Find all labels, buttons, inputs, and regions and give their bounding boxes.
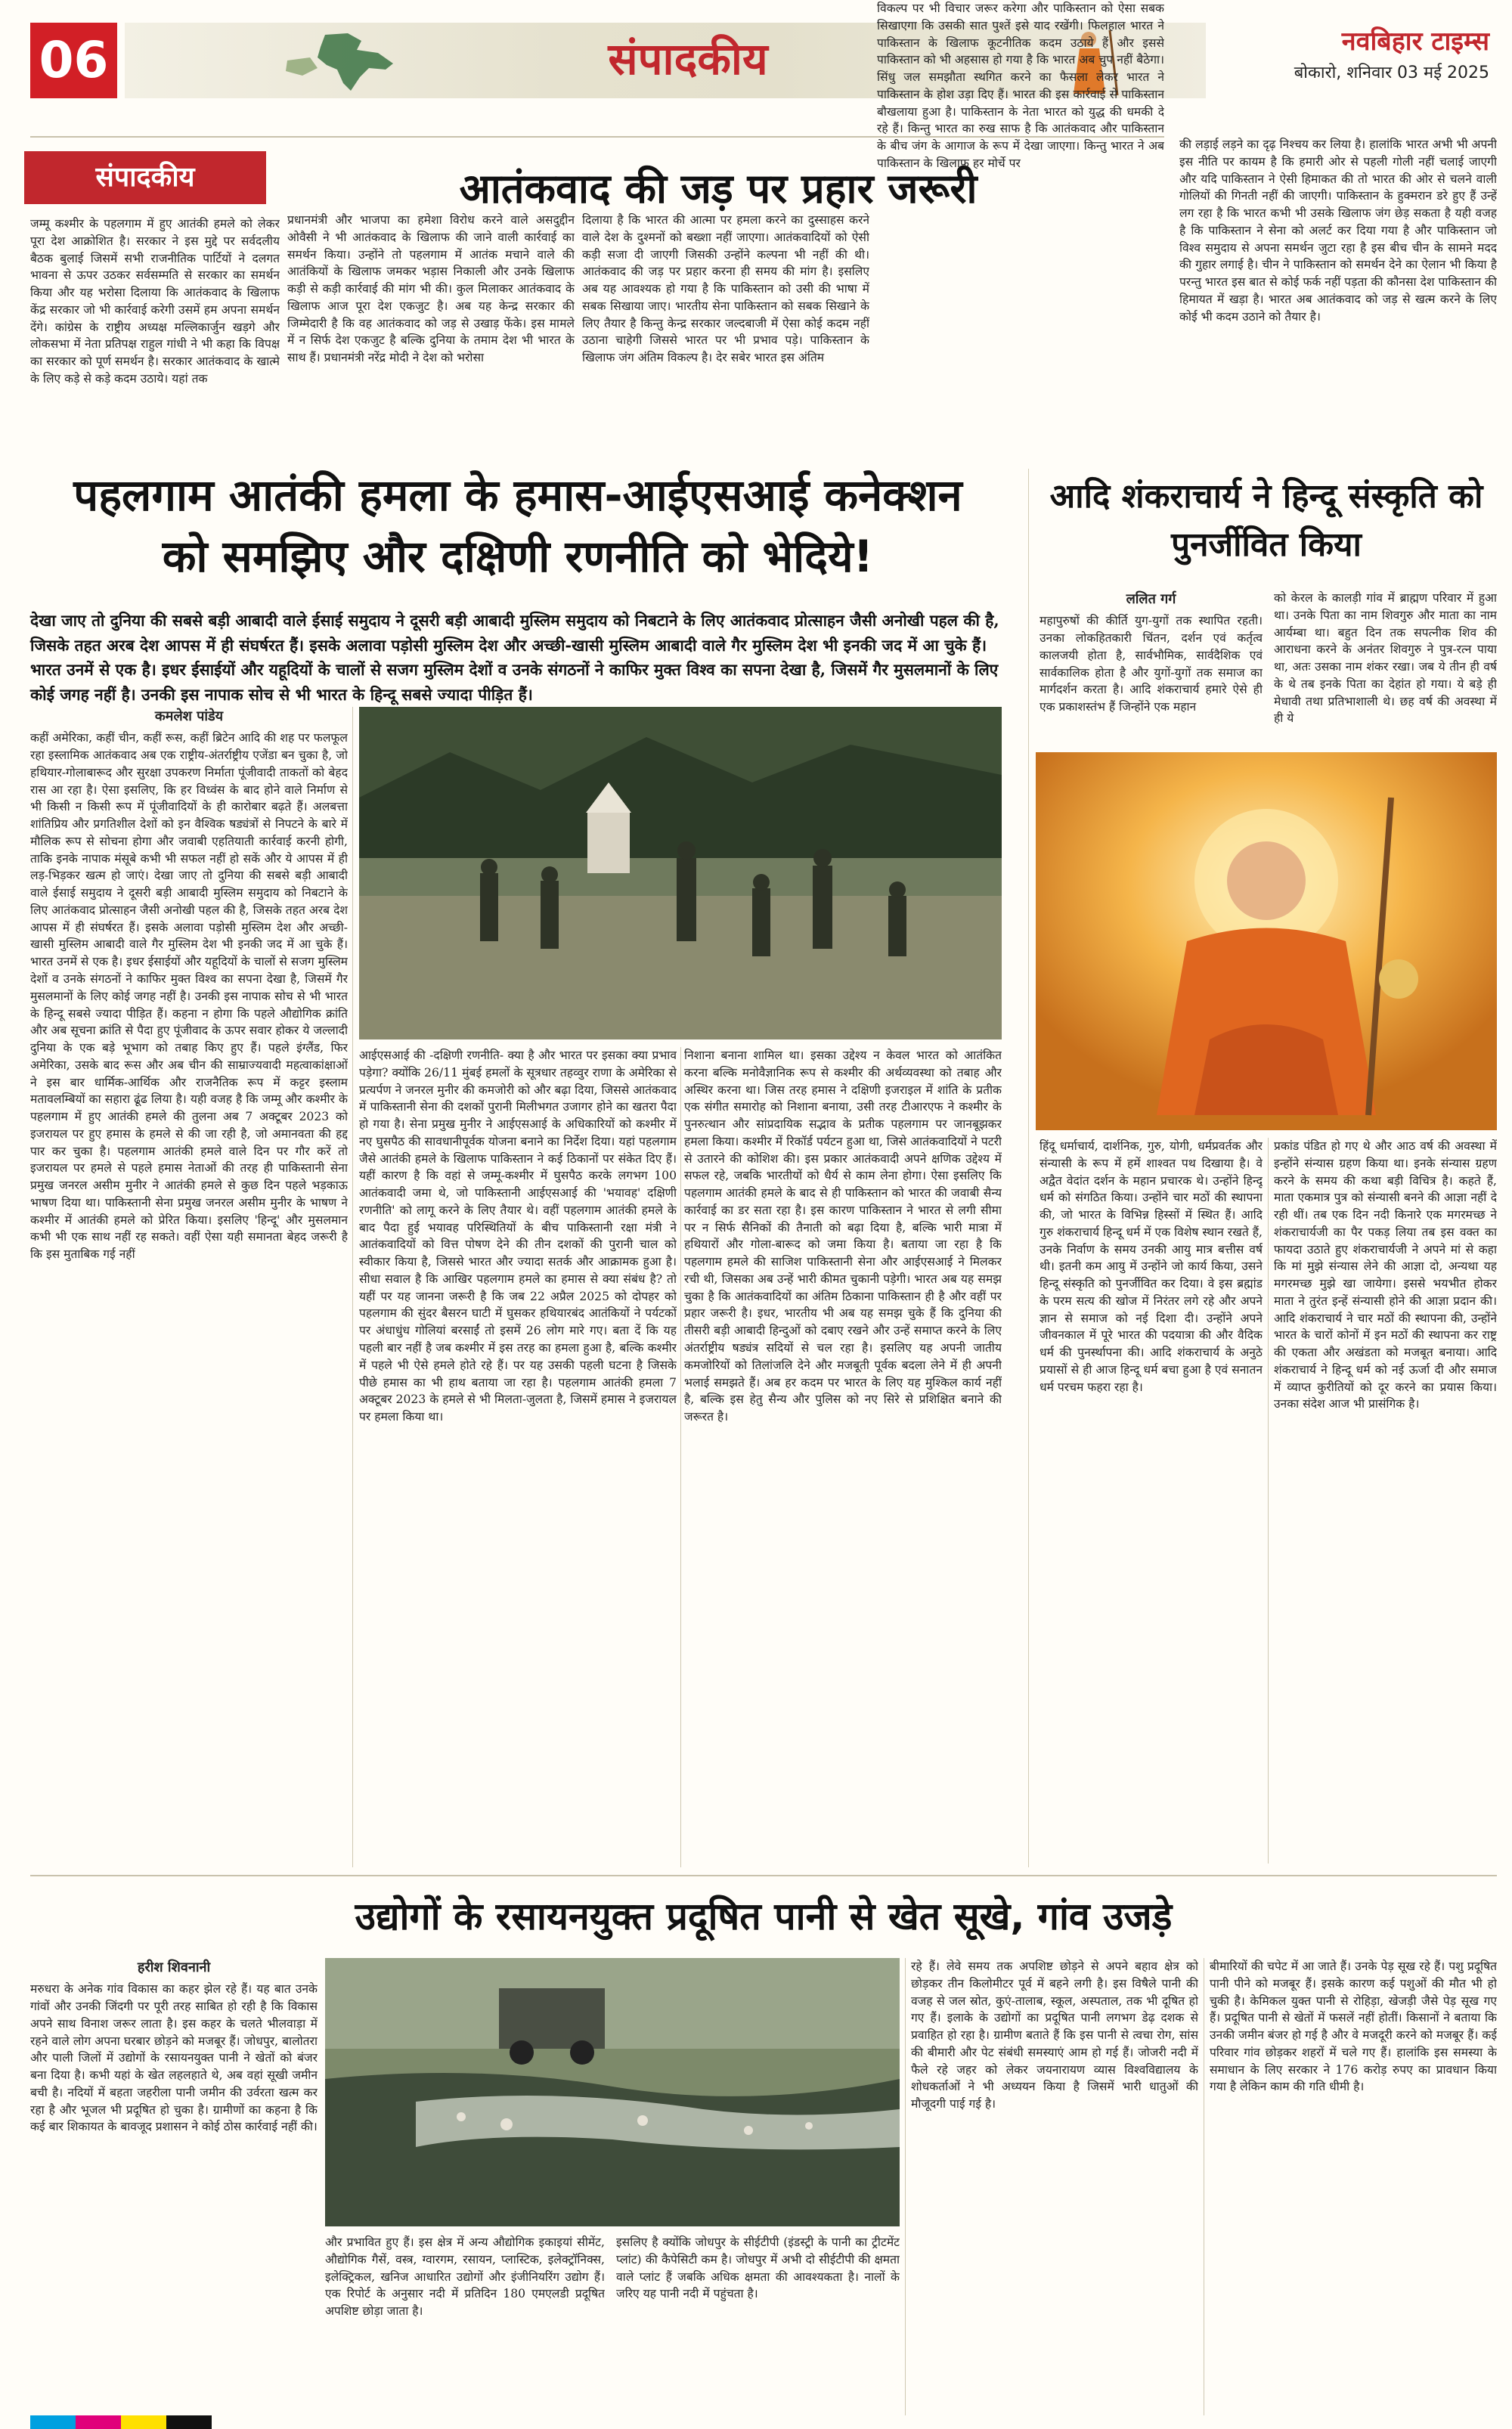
pahalgam-headline-line-1: पहलगाम आतंकी हमला के हमास-आईएसआई कनेक्शन	[73, 469, 962, 521]
section-title: संपादकीय	[608, 33, 768, 85]
shankaracharya-column-1-text: महापुरुषों की कीर्ति युग-युगों तक स्थापित रहती। उनका लोकहितकारी चिंतन, दर्शन एवं कर्तृत्व कालजयी होता है, सार्वभौमिक, सार्वदैशिक एवं सार्वकालिक होता है और युगों-युगों तक समाज का मार्गदर्शन करता है। आदि शंकराचार्य हमारे ऐसे ही एक प्रकाशस्तंभ हैं जिन्होंने एक महान	[1040, 614, 1263, 714]
editorial-column-3: दिलाया है कि भारत की आत्मा पर हमला करने का दुस्साहस करने वाले देश के दुश्मनों को बख्शा नहीं जाएगा। आतंकवादियों को ऐसी कड़ी सजा दी जाएगी जिसकी उन्होंने कल्पना भी नहीं की थी। आतंकवाद की जड़ पर प्रहार करना ही समय की मांग है। इसलिए अब यह आवश्यक हो गया है कि पाकिस्तान को उसी की भाषा में सबक सिखाया जाए। भारतीय सेना पाकिस्तान को सबक सिखाने के लिए तैयार है किन्तु केन्द्र सरकार जल्दबाजी में ऐसा कोई कदम नहीं उठाना चाहेगी जिससे भारत पर भी प्रभाव पड़े। पाकिस्तान के खिलाफ जंग अंतिम विकल्प है। देर सबेर भारत इस अंतिम	[582, 213, 869, 365]
shankaracharya-column-3: हिंदू धर्माचार्य, दार्शनिक, गुरु, योगी, धर्मप्रवर्तक और संन्यासी के रूप में हमें शाश्वत पथ दिखाया है। वे अद्वैत वेदांत दर्शन के महान प्रचारक थे। उन्होंने हिन्दू धर्म को संगठित किया। उन्होंने चार मठों की स्थापना की, जो भारत के विभिन्न हिस्सों में स्थित हैं। आदि गुरु शंकराचार्य हिन्दू धर्म में एक विशेष स्थान रखते हैं, उनके निर्वाण के समय उनकी आयु मात्र बत्तीस वर्ष थी। इतनी कम आयु में उन्होंने जो कार्य किया, उसने हिन्दू संस्कृति को पुनर्जीवित कर दिया। वे इस ब्रह्मांड के परम सत्य की खोज में निरंतर लगे रहे और अपने ज्ञान से समाज को नई दिशा दी। उन्होंने अपने जीवनकाल में पूरे भारत की पदयात्रा की और वैदिक धर्म की पुनर्स्थापना की। आदि शंकराचार्य के अनुठे प्रयासों से ही आज हिन्दू धर्म बचा हुआ है एवं सनातन धर्म परचम फहरा रहा है।	[1040, 1139, 1263, 1394]
shankaracharya-column-2: को केरल के कालड़ी गांव में ब्राह्मण परिवार में हुआ था। उनके पिता का नाम शिवगुरु और माता का नाम आर्यम्बा था। बहुत दिन तक सपत्नीक शिव की आराधना करने के अनंतर शिवगुरु ने पुत्र-रत्न पाया था, अतः उसका नाम शंकर रखा। जब ये तीन ही वर्ष के थे तब इनके पिता का देहांत हो गया। ये बड़े ही मेधावी तथा प्रतिभाशाली थे। छह वर्ष की अवस्था में ही ये	[1274, 591, 1497, 726]
pahalgam-column-1	[30, 707, 348, 1867]
masthead	[0, 0, 1512, 121]
shankaracharya-portrait	[1036, 752, 1497, 1130]
industry-column-1-text: मरुधरा के अनेक गांव विकास का कहर झेल रहे हैं। यह बात उनके गांवों और उनकी जिंदगी पर पूरी तरह साबित हो रही है कि विकास अपने साथ विनाश जरूर लाता है। इस कहर के चलते भीलवाड़ा में रहने वाले लोग अपना घरबार छोड़ने को मजबूर हैं। जोधपुर, बालोतरा और पाली जिलों में उद्योगों के रसायनयुक्त पानी ने खेतों को बंजर बना दिया है। कभी यहां के खेत लहलहाते थे, अब वहां सूखी जमीन बची है। नदियों में बहता जहरीला पानी जमीन की उर्वरता खत्म कर रहा है और भूजल भी प्रदूषित हो चुका है। ग्रामीणों का कहना है कि कई बार शिकायत के बावजूद प्रशासन ने कोई ठोस कार्रवाई नहीं की।	[30, 1982, 318, 2134]
pahalgam-column-1-text: कहीं अमेरिका, कहीं चीन, कहीं रूस, कहीं ब्रिटेन आदि की शह पर फलफूल रहा इस्लामिक आतंकवाद अब एक राष्ट्रीय-अंतर्राष्ट्रीय एजेंडा बन चुका है, जो हथियार-गोलाबारूद और सुरक्षा उपकरण निर्माता पूंजीवादी ताकतों को बेहद रास आ रहा है। ऐसा इसलिए, कि हर विध्वंस के बाद होने वाले निर्माण से भी किसी न किसी रूप में पूंजीवादियों के ही कारोबार बढ़ते हैं। अलबत्ता शांतिप्रिय और प्रगतिशील देशों को इन वैश्विक षड्यंत्रों से निपटने के बारे में मौलिक रूप से सोचना होगा और जवाबी एहतियाती कार्रवाई करनी होगी, ताकि इनके नापाक मंसूबे कभी भी सफल नहीं हो सकें और ये आपस में ही लड़-भिड़कर खत्म हो जाएं। देखा जाए तो दुनिया की सबसे बड़ी आबादी वाले ईसाई समुदाय ने दूसरी बड़ी आबादी मुस्लिम समुदाय को निबटाने के लिए आतंकवाद प्रोत्साहन जैसी अनोखी पहल की है, जिसके तहत अरब देश आपस में ही संघर्षरत हैं। इसके अलावा पड़ोसी मुस्लिम देश और अच्छी-खासी मुस्लिम आबादी वाले गैर मुस्लिम देश भी इनकी जद में आ चुके हैं। भारत उनमें से एक है। इधर ईसाईयों और यहूदियों के चालों से सजग मुस्लिम देशों व उनके संगठनों ने काफिर मुक्त विश्व का सपना देखा है, जिसमें गैर मुसलमानों के लिए कोई जगह नहीं है। उनकी इस नापाक सोच से भी भारत के हिन्दू सबसे ज्यादा पीड़ित हैं। कहना न होगा कि पहले औद्योगिक क्रांति और अब सूचना क्रांति से पैदा हुए पूंजीवाद के ऊपर सवार होकर ये जल्लादी दुनिया के एक बड़े भूभाग को तबाह किए हुए हैं। पहले इंग्लैंड, फिर अमेरिका, उसके बाद रूस और अब चीन की साम्राज्यवादी महत्वाकांक्षाओं ने इस बार धार्मिक-आर्थिक और राजनैतिक रूप में कट्टर इस्लाम मतावलम्बियों का सहारा ढूंढ लिया है। यही वजह है कि जम्मू और कश्मीर के पहलगाम में हुए आतंकी हमले की तुलना अब 7 अक्टूबर 2023 को इजरायल पर हुए हमास के हमले से की जा रही है, जो अमानवता की हद्द पार कर चुका है। पहलगाम आतंकी हमले वाले दिन पर गौर करें तो इजरायल पर हमले से पहले हमास नेताओं की तरह ही पाकिस्तानी सेना प्रमुख जनरल असीम मुनीर ने आतंकी हमले से कुछ दिन पहले भड़काऊ भाषण दिया था। पाकिस्तानी सेना प्रमुख जनरल असीम मुनीर के भाषण ने कश्मीर में आतंकी हमले को प्रेरित किया। इसलिए 'हिन्दू' और मुसलमान कभी भी एक साथ नहीं रह सकते। वहीं ऐसा यही समानता बेहद जरूरी है कि इस मुताबिक गई नहीं	[30, 731, 348, 1262]
editorial-headline: आतंकवाद की जड़ पर प्रहार जरूरी	[459, 165, 978, 212]
column-rule	[905, 1958, 906, 2415]
print-color-bar	[76, 2415, 121, 2429]
editorial-column-5: की लड़ाई लड़ने का दृढ़ निश्चय कर लिया है। हालांकि भारत अभी भी अपनी इस नीति पर कायम है कि हमारी ओर से पहली गोली नहीं चलाई जाएगी और यदि पाकिस्तान ने ऐसी हिमाकत की तो भारत की ओर से चलने वाली गोलियों की गिनती नहीं की जाएगी। पाकिस्तान के हुक्मरान डरे हुए हैं उन्हें लग रहा है कि भारत कभी भी उसके खिलाफ जंग छेड़ सकता है यही वजह है कि पाकिस्तान ने सेना को अलर्ट कर दिया गया है और पाकिस्तान जो विश्व समुदाय से अपना समर्थन जुटा रहा है इस बीच चीन के सामने मदद की गुहार लगाई है। चीन ने पाकिस्तान को समर्थन देने का ऐलान भी किया है परन्तु भारत इस बात से कोई फर्क नहीं पड़ता की कौनसा देश पाकिस्तान की हिमायत में खड़ा है। भारत अब आतंकवाद को जड़ से खत्म करने के लिए कोई भी कदम उठाने को तैयार है।	[1179, 138, 1497, 324]
industry-column-5: बीमारियों की चपेट में आ जाते हैं। उनके पेड़ सूख रहे हैं। पशु प्रदूषित पानी पीने को मजबूर हैं। इसके कारण कई पशुओं की मौत भी हो चुकी है। केमिकल युक्त पानी से रोहिड़ा, खेजड़ी जैसे पेड़ सूख गए हैं। प्रदूषित पानी से खेतों में फसलें नहीं होतीं। किसानों ने बताया कि उनकी जमीन बंजर हो गई है और वे मजदूरी करने को मजबूर हैं। कई परिवार गांव छोड़कर शहरों में चले गए हैं। हालांकि इस समस्या के समाधान के लिए सरकार ने 176 करोड़ रुपए का प्रावधान किया गया है लेकिन काम की गति धीमी है।	[1210, 1960, 1497, 2094]
industry-headline: उद्योगों के रसायनयुक्त प्रदूषित पानी से खेत सूखे, गांव उजड़े	[355, 1895, 1173, 1938]
column-rule	[680, 1047, 681, 1867]
pahalgam-column-3: निशाना बनाना शामिल था। इसका उद्देश्य न केवल भारत को आतंकित करना बल्कि मनोवैज्ञानिक रूप से कश्मीर की अर्थव्यवस्था को तबाह और अस्थिर करना था। जिस तरह हमास ने दक्षिणी इजराइल में शांति के प्रतीक एक संगीत समारोह को निशाना बनाया, उसी तरह टीआरएफ ने कश्मीर के पुनरुत्थान और सांप्रदायिक सद्भाव के प्रतीक पहलगाम पर जानबूझकर हमला किया। कश्मीर में रिकॉर्ड पर्यटन हुआ था, जिसे आतंकवादियों ने पटरी से उतारने की कोशिश की। इस प्रकार आतंकवादी अपने क्षणिक उद्देश्य में सफल रहे, जबकि भारतीयों को धैर्य से काम लेना होगा। ऐसा इसलिए कि पहलगाम आतंकी हमले के बाद से ही पाकिस्तान को भारत की जवाबी सैन्य कार्रवाई का डर सता रहा है। इस कारण पाकिस्तान ने भारत से लगी सीमा पर न सिर्फ सैनिकों की तैनाती को बढ़ा दिया है, बल्कि भारी मात्रा में हथियारों और गोला-बारूद को जमा किया है। बताया जा रहा है कि पहलगाम हमले की साजिश पाकिस्तानी सेना और आईएसआई ने मिलकर रची थी, जिसका अब उन्हें भारी कीमत चुकानी पड़ेगी। भारत अब यह समझ चुका है कि आतंकवादियों का अंतिम ठिकाना पाकिस्तान ही है और वहीं पर प्रहार जरूरी है। इधर, भारतीय भी अब यह समझ चुके हैं कि दुनिया की तीसरी बड़ी आबादी हिन्दुओं को दबाए रखने और उन्हें समाप्त करने के लिए अंतर्राष्ट्रीय षड्यंत्र सदियों से चल रहा है। इसलिए यह अपनी जातीय कमजोरियों को तिलांजलि देने और मजबूती पूर्वक बदला लेने में ही अपनी भलाई समझते हैं। अब हर कदम पर भारत के लिए यह मुश्किल कार्य नहीं है, बल्कि इस हेतु सैन्य और पुलिस को नए सिरे से प्रशिक्षित बनाने की जरूरत है।	[684, 1049, 1002, 1424]
column-rule	[352, 707, 353, 1867]
industry-column-4: रहे हैं। लेवे समय तक अपशिष्ट छोड़ने से अपने बहाव क्षेत्र को छोड़कर तीन किलोमीटर पूर्व में बहने लगी है। इस विषैले पानी की वजह से जल स्रोत, कुएं-तालाब, स्कूल, अस्पताल, तक भी दूषित हो गए हैं। इलाके के उद्योगों का प्रदूषित पानी लगभग डेढ़ दशक से प्रवाहित हो रहा है। ग्रामीण बताते हैं कि इस पानी से त्वचा रोग, सांस की बीमारी और पेट संबंधी समस्याएं आम हो गई हैं। जोजरी नदी में फैले रहे जहर को लेकर जयनारायण व्यास विश्वविद्यालय के शोधकर्ताओं ने भी अध्ययन किया है जिसमें भारी धातुओं की मौजूदगी पाई गई है।	[911, 1960, 1198, 2111]
editorial-column-4: विकल्प पर भी विचार जरूर करेगा और पाकिस्तान को ऐसा सबक सिखाएगा कि उसकी सात पुश्तें इसे याद रखेंगी। फिलहाल भारत ने पाकिस्तान के खिलाफ कूटनीतिक कदम उठाये हैं और इससे पाकिस्तान को भी अहसास हो गया है कि भारत अब चुप नहीं बैठेगा। सिंधु जल समझौता स्थगित करने का फैसला लेकर भारत ने पाकिस्तान के होश उड़ा दिए हैं। भारत की इस कार्रवाई से पाकिस्तान बौखलाया हुआ है। पाकिस्तान के नेता भारत को युद्ध की धमकी दे रहे हैं। किन्तु भारत का रुख साफ है कि आतंकवाद और पाकिस्तान के बीच जंग के आगाज के रूप में देखा जाएगा। किन्तु भारत ने अब पाकिस्तान के खिलाफ हर मोर्चे पर	[877, 2, 1164, 170]
pahalgam-headline	[30, 465, 1005, 587]
industry-byline: हरीश शिवनानी	[137, 1960, 211, 1975]
paper-name: नवबिहार टाइम्स	[1341, 26, 1489, 57]
pahalgam-security-photo	[359, 707, 1002, 1039]
shankaracharya-column-4: प्रकांड पंडित हो गए थे और आठ वर्ष की अवस्था में इन्होंने संन्यास ग्रहण किया था। इनके संन्यास ग्रहण करने के समय की कथा बड़ी विचित्र है। कहते हैं, माता एकमात्र पुत्र को संन्यासी बनने की आज्ञा नहीं दे रही थीं। तब एक दिन नदी किनारे एक मगरमच्छ ने शंकराचार्यजी का पैर पकड़ लिया तब इस वक्त का फायदा उठाते हुए शंकराचार्यजी ने अपने मां से कहा कि मां मुझे संन्यास लेने की आज्ञा दो, अन्यथा यह मगरमच्छ मुझे खा जायेगा। इससे भयभीत होकर माता ने तुरंत इन्हें संन्यासी होने की आज्ञा प्रदान की। आदि शंकराचार्य ने चार मठों की स्थापना की, उन्होंने भारत के चारों कोनों में इन मठों की स्थापना कर राष्ट्र की एकता और अखंडता को मजबूत बनाया। आदि शंकराचार्य ने हिन्दू धर्म को नई ऊर्जा दी और समाज में व्याप्त कुरीतियों को दूर करने का प्रयास किया। उनका संदेश आज भी प्रासंगिक है।	[1274, 1139, 1497, 1411]
section-divider	[30, 1875, 1497, 1876]
industry-column-2: और प्रभावित हुए हैं। इस क्षेत्र में अन्य औद्योगिक इकाइयां सीमेंट, औद्योगिक गैसें, वस्त्र, ग्वारगम, रसायन, प्लास्टिक, इलेक्ट्रॉनिक्स, इलेक्ट्रिकल, खनिज आधारित उद्योगों और इंजीनियरिंग उद्योग हैं। एक रिपोर्ट के अनुसार नदी में प्रतिदिन 180 एमएलडी प्रदूषित अपशिष्ट छोड़ा जाता है।	[325, 2235, 605, 2319]
print-color-bar	[30, 2415, 76, 2429]
editorial-tag: संपादकीय	[24, 151, 266, 204]
shankaracharya-column-1	[1040, 590, 1263, 748]
editorial-column-1: जम्मू कश्मीर के पहलगाम में हुए आतंकी हमले को लेकर पूरा देश आक्रोशित है। सरकार ने इस मुद्दे पर सर्वदलीय बैठक बुलाई जिसमें सभी राजनीतिक पार्टियों ने दलगत भावना से ऊपर उठकर सर्वसम्मति से सरकार का समर्थन किया और यह भरोसा दिलाया कि आतंकवाद के खिलाफ केंद्र सरकार जो भी कार्रवाई करेगी उसमें हम अपना समर्थन देंगे। कांग्रेस के राष्ट्रीय अध्यक्ष मल्लिकार्जुन खड़गे और लोकसभा में नेता प्रतिपक्ष राहुल गांधी ने भी कहा कि विपक्ष का सरकार को पूर्ण समर्थन है। सरकार आतंकवाद के खात्मे के लिए कड़े से कड़े कदम उठाये। यहां तक	[30, 217, 280, 386]
industry-column-1	[30, 1958, 318, 2412]
print-color-bar	[121, 2415, 166, 2429]
pahalgam-column-2: आईएसआई की -दक्षिणी रणनीति- क्या है और भारत पर इसका क्या प्रभाव पड़ेगा? क्योंकि 26/11 मुंबई हमलों के सूत्रधार तहव्वुर राणा के अमेरिका से प्रत्यर्पण ने जनरल मुनीर की कमजोरी को और बढ़ा दिया, जिससे आतंकवाद में पाकिस्तानी सेना की दशकों पुरानी मिलीभगत उजागर होने का खतरा पैदा हो गया है। सेना प्रमुख मुनीर ने आईएसआई के अधिकारियों को कश्मीर में नए घुसपैठ की सावधानीपूर्वक योजना बनाने का निर्देश दिया। यहां पहलगाम जैसे आतंकी हमले के खिलाफ पाकिस्तान ने कई ठिकानों पर संकेत दिए हैं। यहीं कारण है कि वहां से जम्मू-कश्मीर में घुसपैठ करके लगभग 100 आतंकवादी जमा थे, जो पाकिस्तानी आईएसआई की 'भयावह' दक्षिणी रणनीति' को लागू करने के लिए तैयार थे। वहीं पहलगाम आतंकी हमले के बाद पैदा हुई भयावह परिस्थितियों के बीच पाकिस्तानी रक्षा मंत्री ने आतंकवादियों को वित्त पोषण देने की तीन दशकों की पुरानी चाल को स्वीकार किया है, जिससे भारत और ज्यादा सतर्क और आक्रामक हुआ है। सीधा सवाल है कि आखिर पहलगाम हमले का हमास से क्या संबंध है? तो यहीं पर यह जानना जरूरी है कि जब 22 अप्रैल 2025 को दोपहर को पहलगाम की सुंदर बैसरन घाटी में घुसकर हथियारबंद आतंकियों ने पर्यटकों पर अंधाधुंध गोलियां बरसाईं तो इसमें 26 लोग मारे गए। बता दें कि यह पहली बार नहीं है जब कश्मीर में इस तरह का हमला हुआ है, बल्कि कश्मीर में पहले भी ऐसे हमले होते रहे हैं। पर यह उसकी पहली घटना है जिसके पीछे हमास का भी हाथ बताया जा रहा है। पहलगाम आतंकी हमला 7 अक्टूबर 2023 के हमले से भी मिलता-जुलता है, जिसमें हमास ने इजरायल पर हमला किया था।	[359, 1049, 677, 1424]
page-number: 06	[30, 23, 117, 98]
print-color-bar	[166, 2415, 212, 2429]
date-line: बोकारो, शनिवार 03 मई 2025	[1294, 64, 1489, 82]
india-map-icon	[272, 30, 408, 94]
polluted-river-photo	[325, 1958, 900, 2226]
shankaracharya-byline: ललित गर्ग	[1126, 591, 1176, 607]
editorial-column-2: प्रधानमंत्री और भाजपा का हमेशा विरोध करने वाले असदुद्दीन ओवैसी ने भी आतंकवाद के खिलाफ की जाने वाली कार्रवाई का समर्थन किया। उन्होंने तो पहलगाम में आतंक मचाने वाले की आतंकियों के खिलाफ जमकर भड़ास निकाली और उनके खिलाफ कड़ी से कड़ी कार्रवाई की मांग भी की। कुल मिलाकर आतंकवाद के खिलाफ आज पूरा देश एकजुट है। अब यह केन्द्र सरकार की जिम्मेदारी है कि वह आतंकवाद को जड़ से उखाड़ फेंके। इस मामले में न सिर्फ देश एकजुट है बल्कि दुनिया के तमाम देश भी भारत के साथ हैं। प्रधानमंत्री नरेंद्र मोदी ने देश को भरोसा	[287, 213, 575, 365]
shankaracharya-headline: आदि शंकराचार्य ने हिन्दू संस्कृति को पुनर्जीवित किया	[1049, 477, 1483, 564]
industry-column-3: इसलिए है क्योंकि जोधपुर के सीईटीपी (इंडस्ट्री के पानी का ट्रीटमेंट प्लांट) की कैपेसिटी कम है। जोधपुर में अभी दो सीईटीपी की क्षमता वाले प्लांट हैं जबकि अधिक क्षमता की आवश्यकता है। नालों के जरिए यह पानी नदी में पहुंचता है।	[616, 2235, 900, 2301]
pahalgam-byline: कमलेश पांडेय	[154, 708, 224, 724]
pahalgam-headline-line-2: को समझिए और दक्षिणी रणनीति को भेदिये!	[162, 531, 874, 583]
column-rule	[1268, 1138, 1269, 1864]
pahalgam-intro: देखा जाए तो दुनिया की सबसे बड़ी आबादी वाले ईसाई समुदाय ने दूसरी बड़ी आबादी मुस्लिम समुदाय को निबटाने के लिए आतंकवाद प्रोत्साहन जैसी अनोखी पहल की है, जिसके तहत अरब देश आपस में ही संघर्षरत हैं। इसके अलावा पड़ोसी मुस्लिम देश और अच्छी-खासी मुस्लिम आबादी वाले गैर मुस्लिम देश भी इनकी जद में आ चुके हैं। भारत उनमें से एक है। इधर ईसाईयों और यहूदियों के चालों से सजग मुस्लिम देशों व उनके संगठनों ने काफिर मुक्त विश्व का सपना देखा है, जिसमें गैर मुसलमानों के लिए कोई जगह नहीं है। उनकी इस नापाक सोच से भी भारत के हिन्दू सबसे ज्यादा पीड़ित हैं।	[30, 611, 999, 704]
